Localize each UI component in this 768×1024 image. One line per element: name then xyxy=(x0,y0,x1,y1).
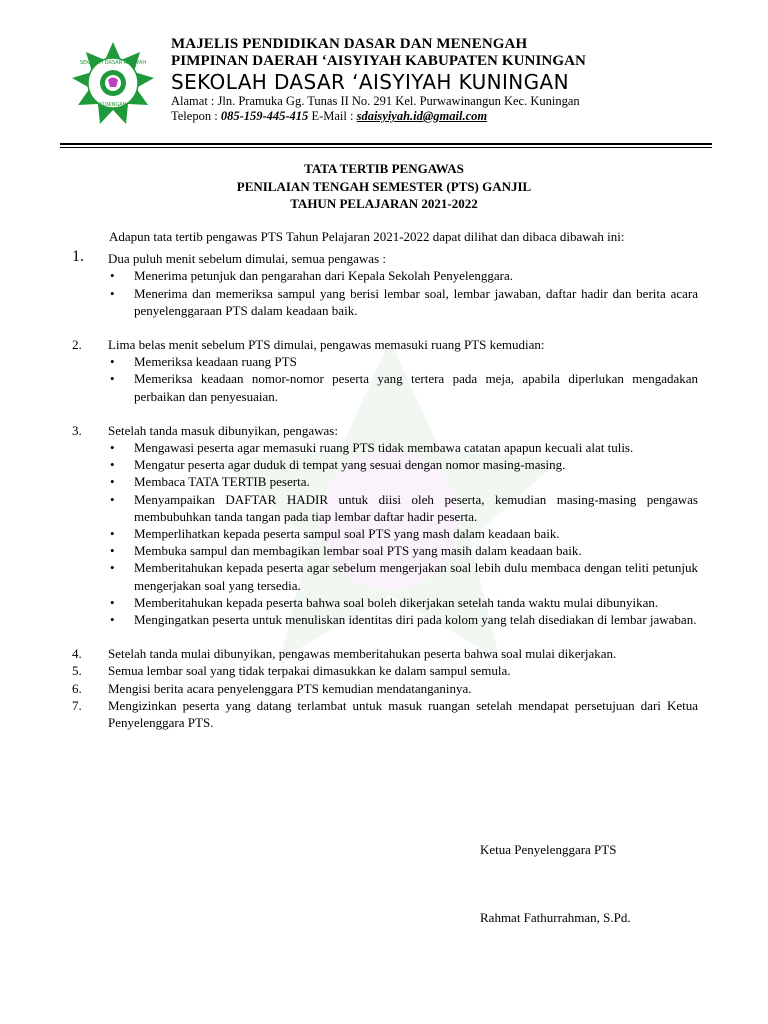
item-number: 3. xyxy=(72,422,82,438)
letterhead xyxy=(68,36,708,136)
bullet-item: • Menerima dan memeriksa sampul yang berisi lembar soal, lembar jawaban, daftar hadir dan berita acara penyelenggaraan PTS dalam keadaan baik. xyxy=(108,285,698,319)
item-text: Setelah tanda masuk dibunyikan, pengawas: xyxy=(108,422,338,438)
header-line-2: PIMPINAN DAERAH ‘AISYIYAH KABUPATEN KUNINGAN xyxy=(171,53,586,69)
address-label: Alamat : xyxy=(171,94,215,108)
item-text: Lima belas menit sebelum PTS dimulai, pengawas memasuki ruang PTS kemudian: xyxy=(108,337,545,353)
item-number: 2. xyxy=(72,337,82,353)
school-logo-icon xyxy=(68,40,158,130)
phone-label: Telepon : xyxy=(171,109,218,123)
school-name: SEKOLAH DASAR ‘AISYIYAH KUNINGAN xyxy=(171,70,569,94)
bullet-item: • Mengawasi peserta agar memasuki ruang PTS tidak membawa catatan apapun kecuali alat tulis. xyxy=(108,439,698,456)
bullet-list xyxy=(108,439,698,628)
bullet-item: • Membaca TATA TERTIB peserta. xyxy=(108,473,698,490)
item-number: 7. xyxy=(72,697,82,713)
bullet-item: • Menyampaikan DAFTAR HADIR untuk diisi oleh peserta, kemudian masing-masing pengawas membubuhkan tanda tangan pada tiap lembar daftar hadir peserta. xyxy=(108,491,698,525)
item-number: 6. xyxy=(72,680,82,696)
list-item xyxy=(72,697,698,731)
email-link[interactable]: sdaisyiyah.id@gmail.com xyxy=(356,109,488,123)
list-item xyxy=(72,250,698,319)
header-rule-thin xyxy=(60,147,712,148)
bullet-item: • Membuka sampul dan membagikan lembar soal PTS yang masih dalam keadaan baik. xyxy=(108,542,698,559)
logo-text-top: SEKOLAH DASAR AISYIYAH xyxy=(79,60,147,66)
bullet-item: • Memberitahukan kepada peserta agar sebelum mengerjakan soal lebih dulu membaca dengan teliti petunjuk mengerjakan soal yang tersedia. xyxy=(108,559,698,593)
title-line-3: TAHUN PELAJARAN 2021-2022 xyxy=(290,196,478,211)
phone-value: 085-159-445-415 xyxy=(220,109,309,123)
bullet-item: • Mengatur peserta agar duduk di tempat yang sesuai dengan nomor masing-masing. xyxy=(108,456,698,473)
title-line-2: PENILAIAN TENGAH SEMESTER (PTS) GANJIL xyxy=(236,178,532,194)
header-rule-thick xyxy=(60,143,712,145)
logo-text-bottom: KUNINGAN xyxy=(99,102,127,108)
bullet-list xyxy=(108,353,698,405)
list-item xyxy=(72,422,698,628)
address-line xyxy=(171,94,731,109)
list-item xyxy=(72,680,698,697)
item-text: Mengisi berita acara penyelenggara PTS kemudian mendatanganinya. xyxy=(108,680,472,696)
item-number: 1. xyxy=(72,248,84,266)
item-text: Setelah tanda mulai dibunyikan, pengawas memberitahukan peserta bahwa soal mulai dikerjakan. xyxy=(108,646,617,662)
item-text: Dua puluh menit sebelum dimulai, semua pengawas : xyxy=(108,251,386,267)
signature-role: Ketua Penyelenggara PTS xyxy=(480,842,617,857)
rules-body xyxy=(72,228,698,731)
bullet-item: • Menerima petunjuk dan pengarahan dari Kepala Sekolah Penyelenggara. xyxy=(108,267,698,284)
list-item xyxy=(72,645,698,662)
item-text: Mengizinkan peserta yang datang terlambat untuk masuk ruangan setelah mendapat persetujuan dari Ketua Penyelenggara PTS. xyxy=(108,697,698,731)
list-item xyxy=(72,336,698,405)
address-value: Jln. Pramuka Gg. Tunas II No. 291 Kel. Purwawinangun Kec. Kuningan xyxy=(217,94,580,108)
signature-name: Rahmat Fathurrahman, S.Pd. xyxy=(480,910,631,925)
email-label: E-Mail : xyxy=(311,109,354,123)
contact-line xyxy=(171,109,731,124)
bullet-item: • Mengingatkan peserta untuk menuliskan identitas diri pada kolom yang telah disediakan di lembar jawaban. xyxy=(108,611,698,628)
item-number: 4. xyxy=(72,646,82,662)
bullet-item: • Memperlihatkan kepada peserta sampul soal PTS yang mash dalam keadaan baik. xyxy=(108,525,698,542)
item-text: Semua lembar soal yang tidak terpakai dimasukkan ke dalam sampul semula. xyxy=(108,663,511,679)
header-line-1: MAJELIS PENDIDIKAN DASAR DAN MENENGAH xyxy=(171,36,528,52)
intro-paragraph: Adapun tata tertib pengawas PTS Tahun Pelajaran 2021-2022 dapat dilihat dan dibaca dibawah ini: xyxy=(109,229,625,244)
bullet-list xyxy=(108,267,698,319)
bullet-item: • Memeriksa keadaan ruang PTS xyxy=(108,353,698,370)
bullet-item: • Memberitahukan kepada peserta bahwa soal boleh dikerjakan setelah tanda waktu mulai dibunyikan. xyxy=(108,594,698,611)
document-title xyxy=(0,160,768,213)
bullet-item: • Memeriksa keadaan nomor-nomor peserta yang tertera pada meja, apabila diperlukan mengadakan perbaikan dan penyesuaian. xyxy=(108,370,698,404)
title-line-1: TATA TERTIB PENGAWAS xyxy=(304,161,464,176)
item-number: 5. xyxy=(72,663,82,679)
list-item xyxy=(72,662,698,679)
